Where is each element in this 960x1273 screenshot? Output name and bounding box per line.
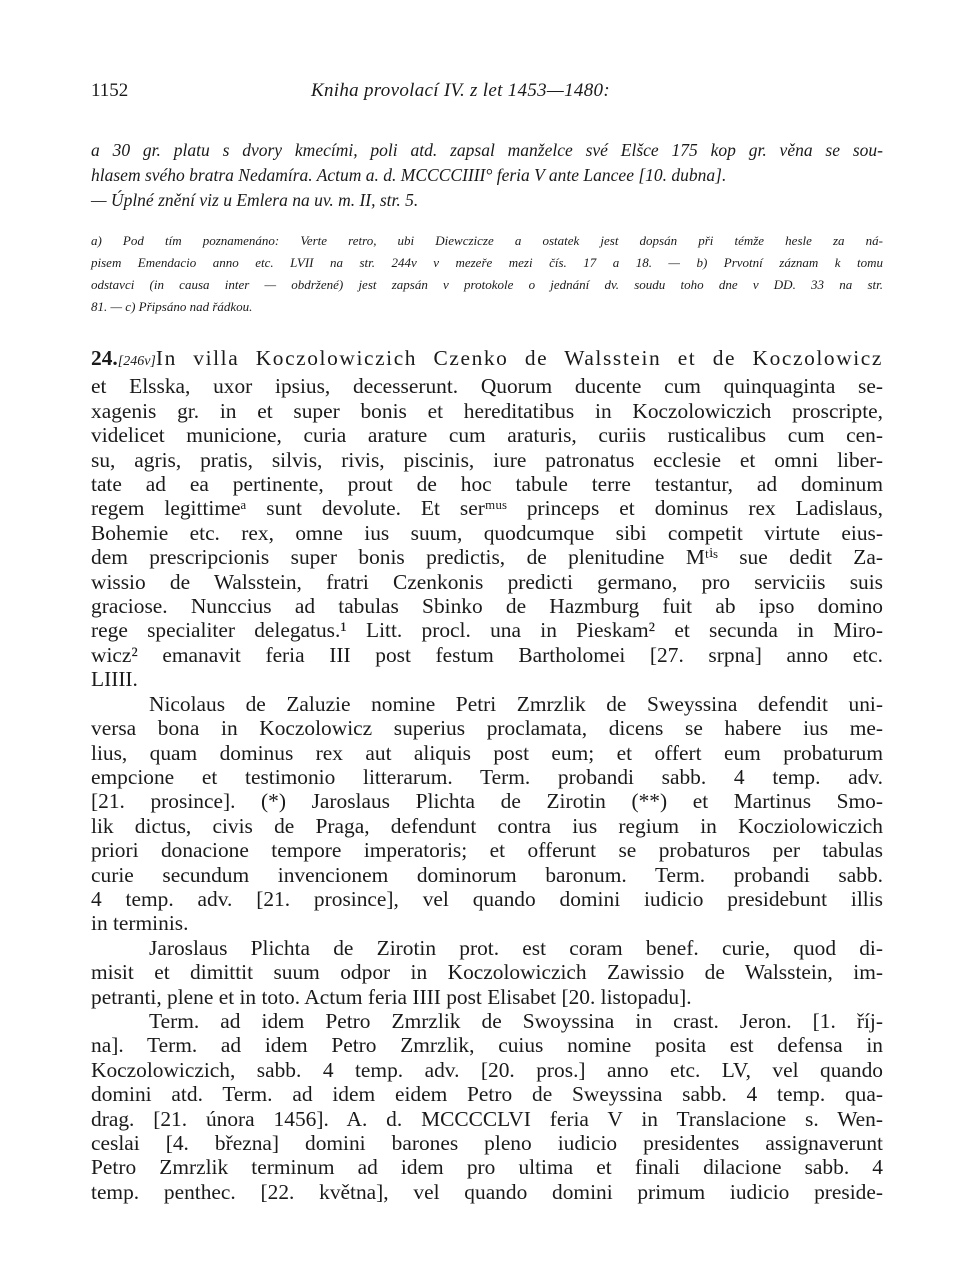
body-line: xagenis gr. in et super bonis et hereditatibus in Koczolowiczich proscripte, [91, 398, 883, 423]
body-line: Bohemie etc. rex, omne ius suum, quodcumque sibi competit virtute eius- [91, 520, 883, 545]
body-line: empcione et testimonio litterarum. Term. probandi sabb. 4 temp. adv. [91, 764, 883, 789]
body-line: petranti, plene et in toto. Actum feria IIII post Elisabet [20. listopadu]. [91, 984, 692, 1009]
body-line: na]. Term. ad idem Petro Zmrzlik, cuius nomine posita est defensa in [91, 1033, 883, 1058]
running-title: Kniha provolací IV. z let 1453—1480: [311, 80, 610, 101]
body-line: graciose. Nunccius ad tabulas Sbinko de Hazmburg fuit ab ipso domino [91, 594, 883, 619]
body-line: 4 temp. adv. [21. prosince], vel quando domini iudicio presidebunt illis [91, 886, 883, 911]
body-line: In villa Koczolowiczich Czenko de Walsstein et de Koczolowicz [155, 346, 883, 370]
body-line: versa bona in Koczolowicz superius proclamata, dicens se habere ius me- [91, 716, 883, 741]
body-line: et Elsska, uxor ipsius, decesserunt. Quorum ducente cum quinquaginta se- [91, 374, 883, 399]
body-line: [21. prosince]. (*) Jaroslaus Plichta de Zirotin (**) et Martinus Smo- [91, 789, 883, 814]
entry-body [91, 346, 883, 1204]
entry-number: 24. [91, 346, 118, 370]
body-line: regem legittimeᵃ sunt devolute. Et serᵐᵘˢ princeps et dominus rex Ladislaus, [91, 496, 883, 521]
body-line: su, agris, pratis, silvis, rivis, piscinis, iure patronatus ecclesie et omni liber- [91, 447, 883, 472]
body-line: dem prescripcionis super bonis predictis, de plenitudine Mᵗⁱˢ sue dedit Za- [91, 545, 883, 570]
body-line: wissio de Walsstein, fratri Czenkonis predicti germano, pro serviciis suis [91, 569, 883, 594]
document-page [91, 80, 883, 1204]
body-line: tate ad ea pertinente, prout de hoc tabule terre testantur, ad dominum [91, 472, 883, 497]
body-line: Jaroslaus Plichta de Zirotin prot. est coram benef. curie, quod di- [149, 935, 883, 960]
intro-line: a 30 gr. platu s dvory kmecími, poli atd. zapsal manželce své Elšce 175 kop gr. věna se sou- [91, 140, 883, 160]
body-line: Koczolowiczich, sabb. 4 temp. adv. [20. pros.] anno etc. LV, vel quando [91, 1057, 883, 1082]
body-line: curie secundum invencionem dominorum baronum. Term. probandi sabb. [91, 862, 883, 887]
intro-line: hlasem svého bratra Nedamíra. Actum a. d. MCCCCIIII° feria V ante Lancee [10. dubna]. [91, 165, 727, 185]
body-line: videlicet municione, curia arature cum araturis, curiis rusticalibus cum cen- [91, 423, 883, 448]
footnote-line: pisem Emendacio anno etc. LVII na str. 244v v mezeře mezi čís. 17 a 18. — b) Prvotní záznam k tomu [91, 255, 883, 270]
folio-mark: [246v] [117, 354, 156, 369]
body-line: in terminis. [91, 911, 189, 936]
footnote-line: a) Pod tím poznamenáno: Verte retro, ubi Diewczicze a ostatek jest dopsán při témže hesle za ná- [91, 233, 883, 248]
body-line: Term. ad idem Petro Zmrzlik de Swoyssina in crast. Jeron. [1. říj- [149, 1008, 883, 1033]
body-line: lik dictus, civis de Praga, defendunt contra ius regium in Kocziolowiczich [91, 813, 883, 838]
body-line: priori donacione tempore imperatoris; et offerunt se probaturos per tabulas [91, 838, 883, 863]
page-header [91, 80, 883, 110]
body-line: drag. [21. února 1456]. A. d. MCCCCLVI feria V in Translacione s. Wen- [91, 1106, 883, 1131]
body-line: misit et dimittit suum odpor in Koczolowiczich Zawissio de Walsstein, im- [91, 960, 883, 985]
body-line: Petro Zmrzlik terminum ad idem pro ultima et finali dilacione sabb. 4 [91, 1155, 883, 1180]
body-line: ceslai [4. března] domini barones pleno iudicio presidentes assignaverunt [91, 1131, 883, 1155]
body-line: rege specialiter delegatus.¹ Litt. procl. una in Pieskam² et secunda in Miro- [91, 618, 883, 643]
page-number: 1152 [91, 80, 129, 101]
body-line: temp. penthec. [22. května], vel quando domini primum iudicio preside- [91, 1179, 883, 1204]
body-line: domini atd. Term. ad idem eidem Petro de Sweyssina sabb. 4 temp. qua- [91, 1082, 883, 1107]
intro-line: — Úplné znění viz u Emlera na uv. m. II, str. 5. [91, 190, 419, 210]
body-line: Nicolaus de Zaluzie nomine Petri Zmrzlik de Sweyssina defendit uni- [149, 691, 883, 716]
previous-entry-end [91, 138, 883, 213]
body-line: wicz² emanavit feria III post festum Bartholomei [27. srpna] anno etc. [91, 642, 883, 667]
body-line: LIIII. [91, 667, 138, 692]
footnote-line: 81. — c) Připsáno nad řádkou. [91, 299, 253, 314]
footnote-line: odstavci (in causa inter — obdržené) jest zapsán v protokole o jednání dv. soudu toho dne v DD. 33 na str. [91, 277, 883, 292]
body-line: lius, quam dominus rex aut aliquis post eum; et offert eum probaturum [91, 740, 883, 765]
entry-first-line [91, 346, 883, 374]
footnotes [91, 230, 883, 318]
